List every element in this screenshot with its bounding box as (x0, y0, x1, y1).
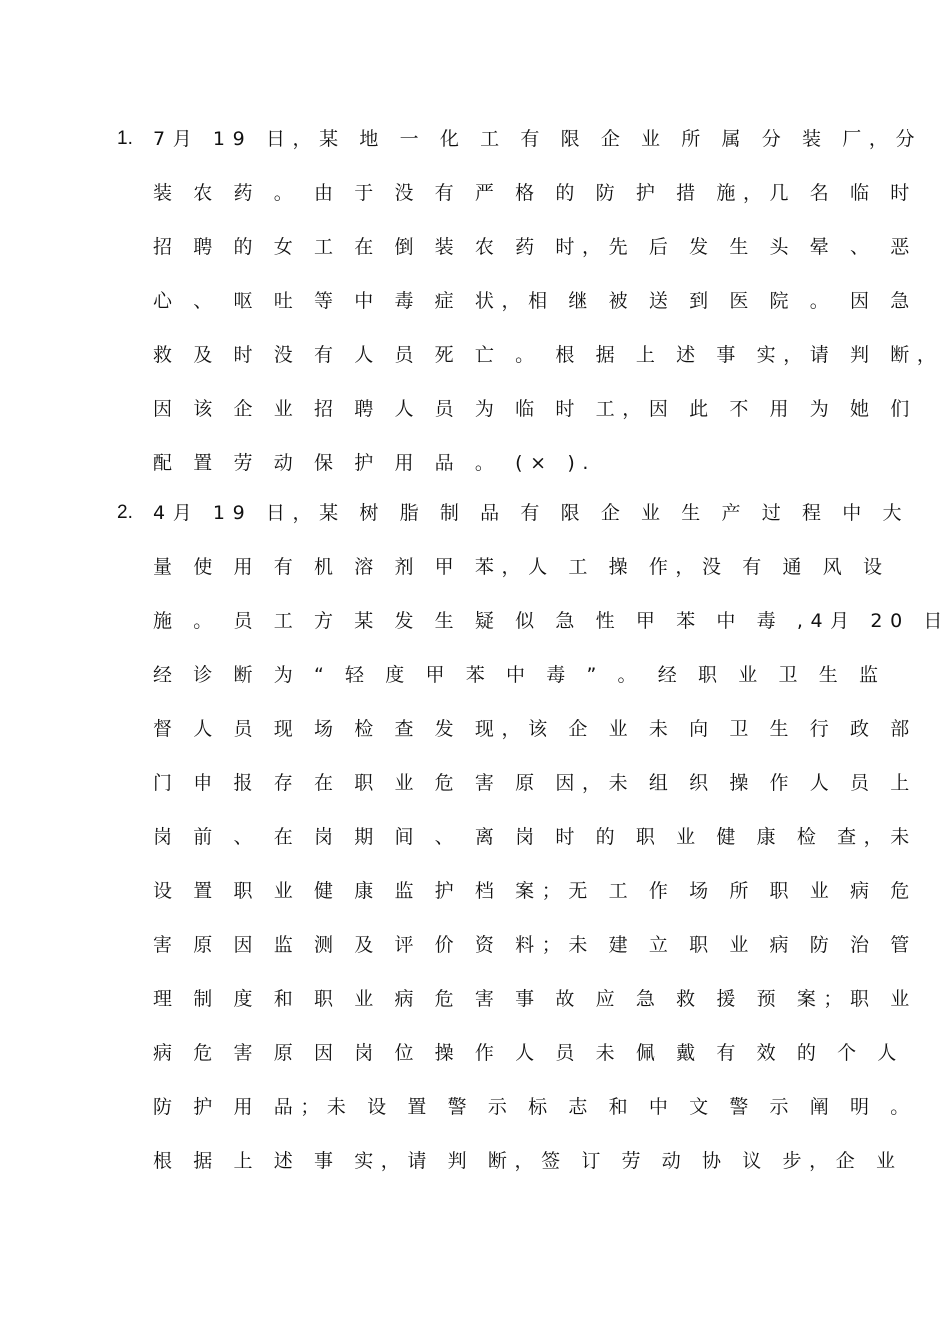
question-1-line-7: 配 置 劳 动 保 护 用 品 。 (× ). (153, 452, 596, 474)
question-2-line-1: 4月 19 日，某 树 脂 制 品 有 限 企 业 生 产 过 程 中 大 (153, 502, 910, 524)
question-2-line-12: 防 护 用 品；未 设 置 警 示 标 志 和 中 文 警 示 阐 明 。 (153, 1096, 917, 1118)
question-1-line-3: 招 聘 的 女 工 在 倒 装 农 药 时，先 后 发 生 头 晕 、 恶 (153, 236, 917, 258)
question-1-line-6: 因 该 企 业 招 聘 人 员 为 临 时 工，因 此 不 用 为 她 们 (153, 398, 917, 420)
question-2-line-10: 理 制 度 和 职 业 病 危 害 事 故 应 急 救 援 预 案；职 业 (153, 988, 917, 1010)
question-2-line-4: 经 诊 断 为 “ 轻 度 甲 苯 中 毒 ” 。 经 职 业 卫 生 监 (153, 664, 886, 686)
question-2-line-7: 岗 前 、 在 岗 期 间 、 离 岗 时 的 职 业 健 康 检 查，未 (153, 826, 917, 848)
question-1-line-4: 心 、 呕 吐 等 中 毒 症 状，相 继 被 送 到 医 院 。 因 急 (153, 290, 917, 312)
question-2-line-9: 害 原 因 监 测 及 评 价 资 料；未 建 立 职 业 病 防 治 管 (153, 934, 917, 956)
question-2-line-3: 施 。 员 工 方 某 发 生 疑 似 急 性 甲 苯 中 毒 ,4月 20 日 (153, 610, 950, 632)
question-2-line-2: 量 使 用 有 机 溶 剂 甲 苯，人 工 操 作，没 有 通 风 设 (153, 556, 890, 578)
question-2-number: 2. (117, 502, 133, 523)
question-1-line-2: 装 农 药 。 由 于 没 有 严 格 的 防 护 措 施，几 名 临 时 (153, 182, 917, 204)
question-2-line-11: 病 危 害 原 因 岗 位 操 作 人 员 未 佩 戴 有 效 的 个 人 (153, 1042, 904, 1064)
question-1-line-1: 7月 19 日，某 地 一 化 工 有 限 企 业 所 属 分 装 厂，分 (153, 128, 923, 150)
question-1-number: 1. (117, 128, 133, 149)
question-2-line-5: 督 人 员 现 场 检 查 发 现，该 企 业 未 向 卫 生 行 政 部 (153, 718, 917, 740)
question-2-line-13: 根 据 上 述 事 实，请 判 断，签 订 劳 动 协 议 步，企 业 (153, 1150, 903, 1172)
question-2-line-8: 设 置 职 业 健 康 监 护 档 案；无 工 作 场 所 职 业 病 危 (153, 880, 917, 902)
question-2-line-6: 门 申 报 存 在 职 业 危 害 原 因，未 组 织 操 作 人 员 上 (153, 772, 917, 794)
question-1-line-5: 救 及 时 没 有 人 员 死 亡 。 根 据 上 述 事 实，请 判 断， (153, 344, 944, 366)
